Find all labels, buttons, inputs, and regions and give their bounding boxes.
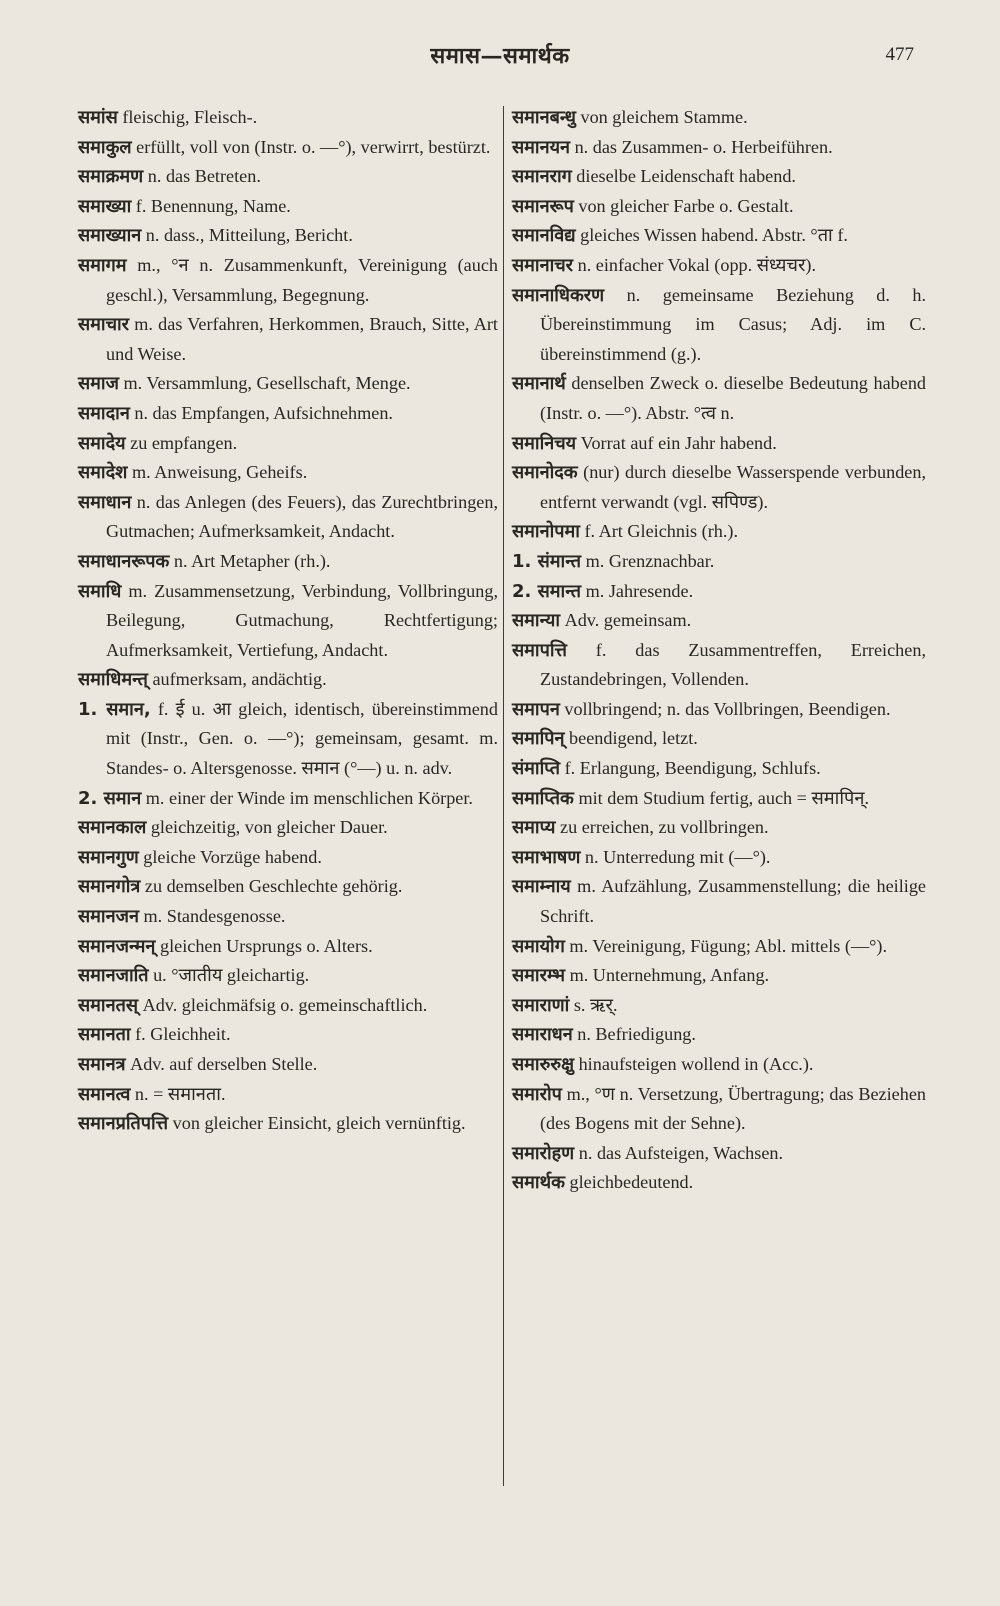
entry-headword: समानोदक: [512, 462, 578, 484]
entry-definition: mit dem Studium fertig, auch = समापिन्.: [578, 787, 870, 808]
entry-headword: समांस: [78, 107, 118, 128]
entry-headword: समाप्तिक: [512, 787, 574, 809]
entry-headword: समानयन: [512, 136, 571, 158]
dictionary-entry: [78, 133, 498, 163]
entry-headword: समादान: [78, 402, 130, 424]
entry-headword: समायोग: [512, 935, 565, 957]
dictionary-entry: [78, 1020, 498, 1050]
dictionary-entry: [512, 221, 926, 251]
dictionary-entry: [512, 458, 926, 517]
entry-definition: Vorrat auf ein Jahr habend.: [580, 432, 777, 453]
entry-definition: von gleichem Stamme.: [580, 107, 748, 127]
dictionary-entry: [512, 991, 926, 1021]
dictionary-entry: [512, 932, 926, 962]
entry-headword: 1. समान,: [78, 698, 151, 720]
entry-headword: समादेश: [78, 462, 128, 484]
entry-definition: gleiche Vorzüge habend.: [143, 846, 322, 867]
entry-definition: f. Art Gleichnis (rh.).: [584, 521, 738, 542]
dictionary-entry: [512, 133, 926, 163]
dictionary-entry: [78, 369, 498, 399]
entry-headword: समानोपमा: [512, 521, 580, 543]
entry-headword: समाधानरूपक: [78, 550, 170, 572]
entry-definition: n. dass., Mitteilung, Bericht.: [145, 225, 353, 246]
entry-definition: von gleicher Einsicht, gleich vernünftig.: [172, 1113, 466, 1134]
entry-headword: समादेय: [78, 432, 126, 454]
dictionary-entry: [78, 192, 498, 222]
entry-definition: m. Standesgenosse.: [143, 906, 286, 927]
entry-definition: u. °जातीय gleichartig.: [153, 965, 310, 986]
entry-definition: f. das Zusammentreffen, Erreichen, Zustandebringen, Vollenden.: [540, 639, 926, 690]
entry-definition: m. Jahresende.: [585, 580, 694, 601]
entry-headword: समाख्यान: [78, 225, 142, 247]
entry-headword: समानार्थ: [512, 373, 566, 395]
dictionary-entry: [512, 1050, 926, 1080]
entry-definition: erfüllt, voll von (Instr. o. —°), verwirrt, bestürzt.: [136, 136, 491, 157]
dictionary-entry: [78, 1080, 498, 1110]
entry-headword: समाप्य: [512, 817, 556, 839]
entry-definition: denselben Zweck o. dieselbe Bedeutung habend (Instr. o. —°). Abstr. °त्व n.: [540, 373, 927, 423]
entry-headword: समानजाति: [78, 965, 149, 987]
entry-definition: zu erreichen, zu vollbringen.: [560, 817, 769, 838]
dictionary-entry: [78, 310, 498, 369]
dictionary-entry: [78, 665, 498, 695]
entry-headword: समानतस्: [78, 994, 139, 1016]
entry-definition: Adv. gleichmäfsig o. gemeinschaftlich.: [142, 994, 428, 1015]
entry-headword: 1. संमान्त: [512, 550, 582, 572]
dictionary-entry: [512, 961, 926, 991]
entry-headword: समाचार: [78, 314, 130, 336]
dictionary-entry: [512, 784, 926, 814]
entry-definition: f. Benennung, Name.: [135, 195, 291, 216]
dictionary-entry: [78, 221, 498, 251]
entry-definition: (nur) durch dieselbe Wasserspende verbunden, entfernt verwandt (vgl. सपिण्ड).: [540, 462, 926, 512]
dictionary-entry: [78, 1109, 498, 1139]
dictionary-entry: [512, 547, 926, 577]
entry-headword: समाज: [78, 373, 119, 395]
dictionary-entry: [512, 724, 926, 754]
entry-headword: समानजन्मन्: [78, 935, 156, 957]
entry-definition: beendigend, letzt.: [569, 728, 698, 749]
entry-definition: m. einer der Winde im menschlichen Körper.: [145, 787, 473, 808]
entry-definition: n. = समानता.: [134, 1083, 226, 1104]
entry-definition: n. Befriedigung.: [577, 1024, 696, 1045]
entry-headword: समारोप: [512, 1083, 562, 1105]
page-header-title: समास—समार्थक: [430, 43, 570, 69]
entry-headword: समानगोत्र: [78, 876, 141, 898]
entry-headword: समानप्रतिपत्ति: [78, 1113, 169, 1135]
dictionary-entry: [512, 754, 926, 784]
entry-headword: समापन: [512, 698, 560, 720]
entry-definition: m. Anweisung, Geheifs.: [131, 462, 308, 483]
entry-definition: n. das Zusammen- o. Herbeiführen.: [574, 136, 833, 157]
entry-headword: समानकाल: [78, 817, 147, 839]
dictionary-entry: [512, 1168, 926, 1198]
dictionary-entry: [78, 399, 498, 429]
dictionary-entry: [512, 162, 926, 192]
entry-headword: समाधि: [78, 580, 122, 602]
dictionary-entry: [512, 636, 926, 695]
entry-headword: समानिचय: [512, 432, 577, 454]
entry-headword: समागम: [78, 254, 127, 276]
entry-headword: समानबन्धु: [512, 107, 576, 128]
entry-definition: von gleicher Farbe o. Gestalt.: [578, 195, 794, 216]
entry-definition: s. ऋर्.: [573, 994, 618, 1015]
entry-definition: m. das Verfahren, Herkommen, Brauch, Sitte, Art und Weise.: [106, 314, 498, 364]
entry-headword: समाक्रमण: [78, 166, 144, 188]
entry-definition: n. das Anlegen (des Feuers), das Zurechtbringen, Gutmachen; Aufmerksamkeit, Andacht.: [106, 491, 499, 542]
entry-headword: समापिन्: [512, 728, 565, 750]
dictionary-entry: [512, 606, 926, 636]
entry-definition: n. einfacher Vokal (opp. संध्यचर).: [577, 254, 816, 275]
dictionary-entry: [78, 695, 498, 784]
entry-headword: समानराग: [512, 166, 572, 188]
page-number: 477: [885, 44, 914, 65]
entry-headword: समाभाषण: [512, 846, 581, 868]
entry-definition: n. das Aufsteigen, Wachsen.: [578, 1142, 784, 1163]
dictionary-entry: [512, 695, 926, 725]
right-column: [512, 103, 926, 1198]
dictionary-entry: [78, 961, 498, 991]
entry-headword: समाख्या: [78, 195, 132, 217]
entry-definition: Adv. auf derselben Stelle.: [130, 1054, 318, 1074]
dictionary-entry: [512, 1139, 926, 1169]
dictionary-entry: [78, 488, 498, 547]
column-divider: [503, 106, 504, 1486]
entry-definition: m. Versammlung, Gesellschaft, Menge.: [123, 373, 411, 394]
entry-definition: m., °ण n. Versetzung, Übertragung; das Beziehen (des Bogens mit der Sehne).: [540, 1083, 927, 1134]
entry-definition: n. Art Metapher (rh.).: [173, 550, 331, 571]
entry-headword: समानाचर: [512, 254, 574, 276]
dictionary-entry: [78, 784, 498, 814]
entry-headword: समार्थक: [512, 1172, 565, 1194]
entry-definition: f. Gleichheit.: [135, 1024, 231, 1045]
entry-headword: 2. समान: [78, 787, 142, 809]
entry-headword: 2. समान्त: [512, 580, 582, 602]
entry-definition: fleischig, Fleisch-.: [122, 107, 258, 127]
dictionary-entry: [512, 577, 926, 607]
dictionary-entry: [512, 103, 926, 133]
entry-definition: n. Unterredung mit (—°).: [584, 846, 771, 867]
entry-definition: m., °न n. Zusammenkunft, Vereinigung (auch geschl.), Versammlung, Begegnung.: [106, 254, 498, 305]
entry-headword: समानजन: [78, 906, 139, 928]
dictionary-entry: [78, 991, 498, 1021]
entry-definition: hinaufsteigen wollend in (Acc.).: [578, 1054, 814, 1074]
dictionary-entry: [512, 843, 926, 873]
dictionary-entry: [512, 1020, 926, 1050]
dictionary-entry: [512, 429, 926, 459]
dictionary-entry: [512, 192, 926, 222]
entry-definition: aufmerksam, andächtig.: [152, 669, 327, 690]
entry-headword: समान्या: [512, 610, 561, 632]
dictionary-entry: [512, 281, 926, 370]
dictionary-entry: [512, 251, 926, 281]
dictionary-entry: [78, 577, 498, 666]
dictionary-entry: [78, 932, 498, 962]
entry-headword: समाधिमन्त्: [78, 669, 148, 691]
entry-headword: समारुरुक्षु: [512, 1054, 575, 1075]
entry-headword: समाराणां: [512, 994, 570, 1016]
dictionary-entry: [78, 547, 498, 577]
entry-definition: Adv. gemeinsam.: [564, 610, 692, 631]
entry-definition: zu empfangen.: [130, 432, 238, 453]
dictionary-entry: [512, 872, 926, 931]
dictionary-entry: [512, 517, 926, 547]
entry-definition: m. Vereinigung, Fügung; Abl. mittels (—°).: [569, 935, 888, 956]
dictionary-entry: [78, 1050, 498, 1080]
entry-definition: gleichbedeutend.: [569, 1172, 694, 1193]
entry-headword: समानरूप: [512, 195, 574, 217]
entry-headword: समारोहण: [512, 1142, 575, 1164]
entry-definition: m. Zusammensetzung, Verbindung, Vollbringung, Beilegung, Gutmachung, Rechtfertigung; Aufmerksamkeit, Vertiefung, Andacht.: [106, 580, 498, 660]
left-column: [78, 103, 498, 1139]
entry-headword: समानगुण: [78, 846, 139, 868]
entry-headword: समानविद्य: [512, 225, 576, 247]
dictionary-entry: [512, 369, 926, 428]
entry-definition: n. gemeinsame Beziehung d. h. Übereinstimmung im Casus; Adj. im C. übereinstimmend (g.).: [540, 284, 927, 364]
entry-definition: zu demselben Geschlechte gehörig.: [144, 876, 403, 897]
entry-headword: समानता: [78, 1024, 131, 1046]
entry-definition: n. das Empfangen, Aufsichnehmen.: [134, 402, 393, 423]
dictionary-entry: [78, 429, 498, 459]
dictionary-entry: [78, 251, 498, 310]
entry-headword: समाकुल: [78, 136, 132, 158]
dictionary-entry: [78, 813, 498, 843]
entry-headword: संमाप्ति: [512, 758, 561, 780]
entry-definition: f. ई u. आ gleich, identisch, übereinstimmend mit (Instr., Gen. o. —°); gemeinsam, gesamt. m. Standes- o. Altersgenosse. समान (°—) u. n. adv.: [106, 698, 498, 779]
entry-headword: समानाधिकरण: [512, 284, 605, 306]
entry-definition: m. Grenznachbar.: [585, 550, 715, 571]
dictionary-entry: [78, 458, 498, 488]
dictionary-entry: [78, 103, 498, 133]
entry-headword: समारम्भ: [512, 965, 566, 987]
entry-definition: m. Aufzählung, Zusammenstellung; die heilige Schrift.: [540, 876, 927, 927]
dictionary-entry: [512, 813, 926, 843]
dictionary-entry: [78, 902, 498, 932]
entry-headword: समाराधन: [512, 1024, 573, 1046]
entry-headword: समापत्ति: [512, 639, 567, 661]
dictionary-entry: [78, 872, 498, 902]
dictionary-entry: [78, 162, 498, 192]
entry-definition: vollbringend; n. das Vollbringen, Beendigen.: [564, 698, 891, 719]
dictionary-entry: [78, 843, 498, 873]
entry-definition: gleichen Ursprungs o. Alters.: [159, 935, 373, 956]
entry-definition: m. Unternehmung, Anfang.: [569, 965, 770, 986]
entry-definition: f. Erlangung, Beendigung, Schlufs.: [564, 758, 821, 779]
entry-headword: समानत्र: [78, 1054, 126, 1075]
entry-headword: समाधान: [78, 491, 132, 513]
entry-definition: gleiches Wissen habend. Abstr. °ता f.: [580, 225, 848, 246]
entry-headword: समाम्नाय: [512, 876, 571, 898]
entry-definition: gleichzeitig, von gleicher Dauer.: [150, 817, 388, 838]
dictionary-entry: [512, 1080, 926, 1139]
entry-definition: n. das Betreten.: [147, 166, 261, 187]
entry-definition: dieselbe Leidenschaft habend.: [576, 166, 796, 187]
entry-headword: समानत्व: [78, 1083, 131, 1105]
